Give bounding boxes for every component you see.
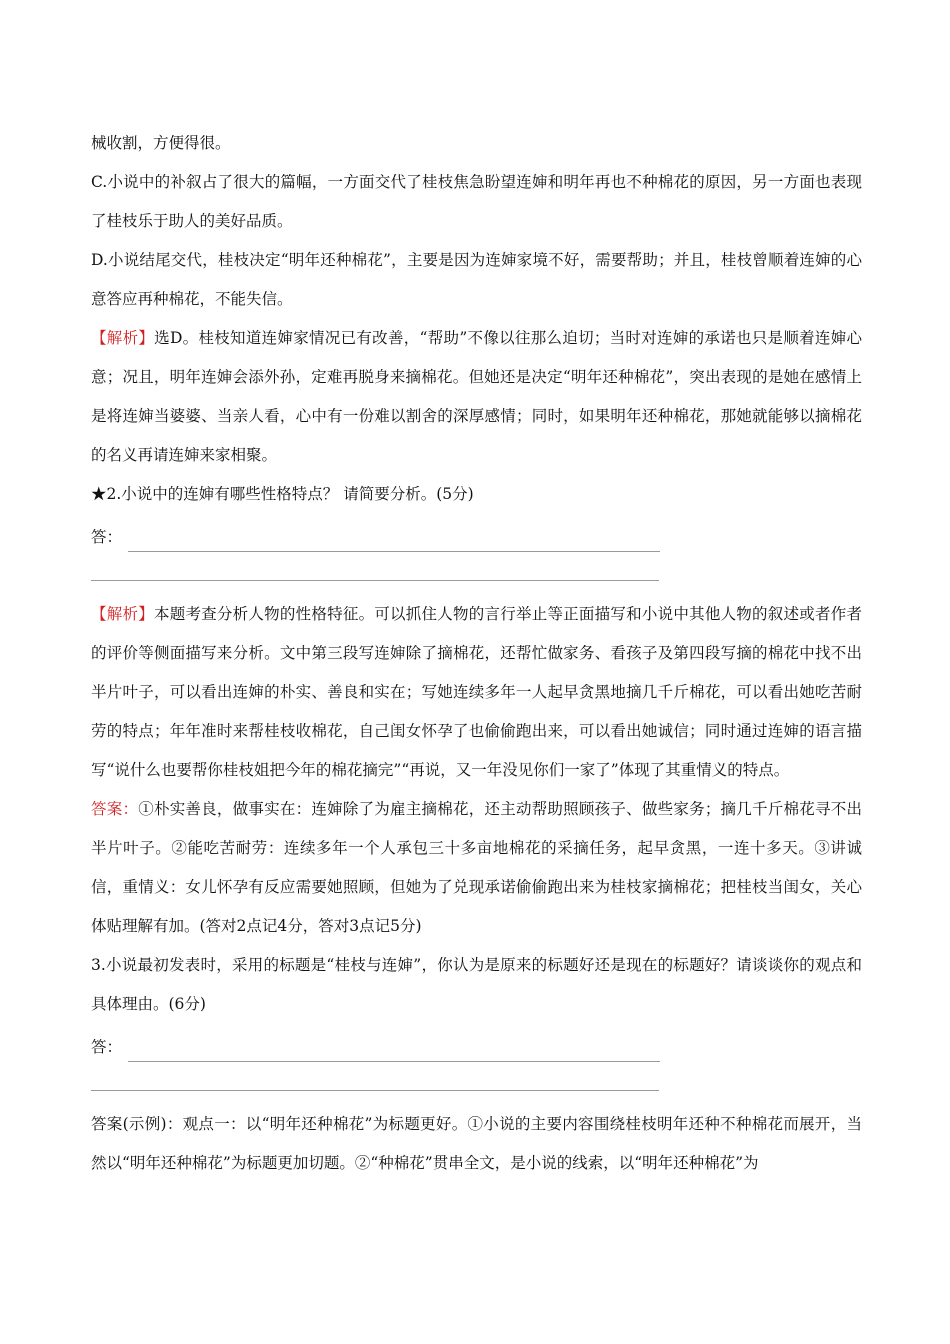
analysis-q2 [91,595,862,790]
question-2: ★2.小说中的连婶有哪些性格特点？ 请简要分析。(5分) [91,485,474,503]
answer-q3-example: 答案(示例)：观点一：以“明年还种棉花”为标题更好。①小说的主要内容围绕桂枝明年还种不种棉花而展开，当然以“明年还种棉花”为标题更加切题。②“种棉花”贯串全文，是小说的线索，以“明年还种棉花”为 [91,1115,862,1172]
answer-line-q2[interactable] [91,516,862,552]
answer-key-label: 答案： [91,800,139,818]
answer-rule [128,1037,660,1062]
question-3: 3.小说最初发表时，采用的标题是“桂枝与连婶”，你认为是原来的标题好还是现在的标题好？请谈谈你的观点和具体理由。(6分) [91,956,862,1013]
answer-rule [128,527,660,552]
answer-q2 [91,790,862,946]
answer-blank-line[interactable] [91,552,659,581]
answer-line-q3[interactable] [91,1026,862,1062]
answer-key-text: ①朴实善良，做事实在：连婶除了为雇主摘棉花，还主动帮助照顾孩子、做些家务；摘几千斤棉花寻不出半片叶子。②能吃苦耐劳：连续多年一个人承包三十多亩地棉花的采摘任务，起早贪黑，一连十多天。③讲诚信，重情义：女儿怀孕有反应需要她照顾，但她为了兑现承诺偷偷跑出来为桂枝家摘棉花；把桂枝当闺女，关心体贴理解有加。(答对2点记4分，答对3点记5分) [91,800,862,935]
paragraph-option-d: D.小说结尾交代，桂枝决定“明年还种棉花”，主要是因为连婶家境不好，需要帮助；并且，桂枝曾顺着连婶的心意答应再种棉花，不能失信。 [91,251,862,308]
answer-blank-line[interactable] [91,1062,659,1091]
analysis-label: 【解析】 [91,329,155,347]
paragraph-option-b-end: 械收割，方便得很。 [91,134,231,152]
analysis-label: 【解析】 [91,605,154,623]
analysis-text: 选D。桂枝知道连婶家情况已有改善，“帮助”不像以往那么迫切；当时对连婶的承诺也只是顺着连婶心意；况且，明年连婶会添外孙，定难再脱身来摘棉花。但她还是决定“明年还种棉花”，突出表现的是她在感情上是将连婶当婆婆、当亲人看，心中有一份难以割舍的深厚感情；同时，如果明年还种棉花，那她就能够以摘棉花的名义再请连婶来家相聚。 [91,329,862,464]
answer-label: 答： [91,528,123,546]
answer-label: 答： [91,1038,123,1056]
paragraph-option-c: C.小说中的补叙占了很大的篇幅，一方面交代了桂枝焦急盼望连婶和明年再也不种棉花的原因，另一方面也表现了桂枝乐于助人的美好品质。 [91,173,862,230]
analysis-q1 [91,319,862,475]
analysis-text: 本题考查分析人物的性格特征。可以抓住人物的言行举止等正面描写和小说中其他人物的叙述或者作者的评价等侧面描写来分析。文中第三段写连婶除了摘棉花，还帮忙做家务、看孩子及第四段写摘的棉花中找不出半片叶子，可以看出连婶的朴实、善良和实在；写她连续多年一人起早贪黑地摘几千斤棉花，可以看出她吃苦耐劳的特点；年年准时来帮桂枝收棉花，自己闺女怀孕了也偷偷跑出来，可以看出她诚信；同时通过连婶的语言描写“说什么也要帮你桂枝姐把今年的棉花摘完”“再说，又一年没见你们一家了”体现了其重情义的特点。 [91,605,862,779]
